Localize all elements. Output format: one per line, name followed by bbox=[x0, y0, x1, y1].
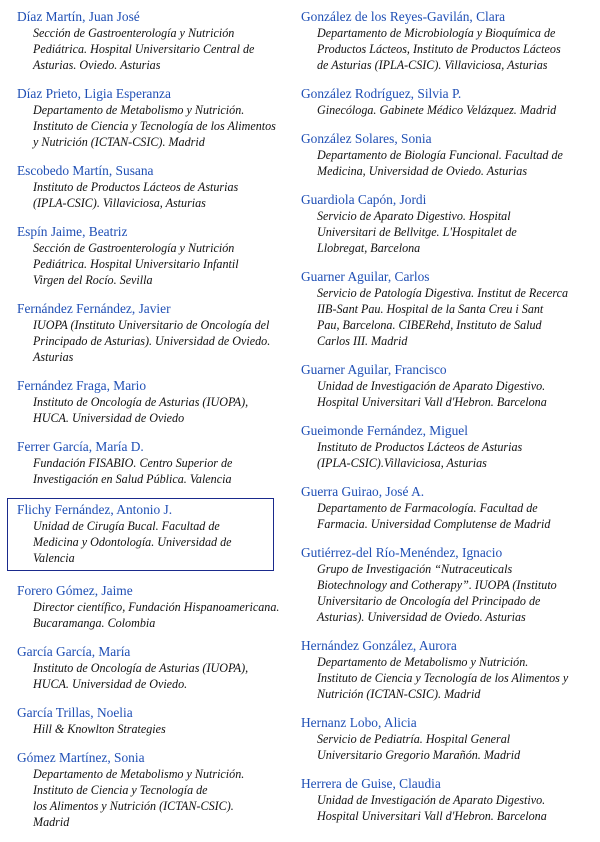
author-affiliation bbox=[17, 102, 287, 150]
author-name: Gutiérrez-del Río-Menéndez, Ignacio bbox=[301, 545, 503, 560]
affiliation-line: Hill & Knowlton Strategies bbox=[33, 722, 166, 736]
affiliation-line: Bucaramanga. Colombia bbox=[33, 616, 156, 630]
author-entry bbox=[17, 582, 287, 631]
affiliation-line: Productos Lácteos, Instituto de Productos Lácteos bbox=[317, 42, 561, 56]
affiliation-line: Nutrición (ICTAN-CSIC). Madrid bbox=[317, 687, 481, 701]
author-entry bbox=[17, 8, 287, 73]
affiliation-line: Universitario de Oncología del Principado de bbox=[317, 594, 541, 608]
author-entry bbox=[301, 85, 593, 118]
author-affiliation bbox=[301, 731, 593, 763]
author-entry bbox=[17, 300, 287, 365]
author-entry bbox=[301, 8, 593, 73]
affiliation-line: Unidad de Cirugía Bucal. Facultad de bbox=[33, 519, 220, 533]
affiliation-line: los Alimentos y Nutrición (ICTAN-CSIC). bbox=[33, 799, 234, 813]
author-entry bbox=[301, 268, 593, 349]
author-name: Forero Gómez, Jaime bbox=[17, 583, 133, 598]
affiliation-line: Servicio de Aparato Digestivo. Hospital bbox=[317, 209, 511, 223]
author-entry bbox=[17, 438, 287, 487]
author-name: García Trillas, Noelia bbox=[17, 705, 133, 720]
affiliation-line: Grupo de Investigación “Nutraceuticals bbox=[317, 562, 513, 576]
author-entry bbox=[301, 775, 593, 824]
author-name: Hernández González, Aurora bbox=[301, 638, 457, 653]
author-name: Fernández Fraga, Mario bbox=[17, 378, 147, 393]
affiliation-line: Servicio de Patología Digestiva. Institut de Recerca bbox=[317, 286, 569, 300]
author-affiliation bbox=[301, 378, 593, 410]
affiliation-line: (IPLA-CSIC).Villaviciosa, Asturias bbox=[317, 456, 487, 470]
author-affiliation bbox=[301, 147, 593, 179]
affiliation-line: y Nutrición (ICTAN-CSIC). Madrid bbox=[33, 135, 205, 149]
author-entry bbox=[301, 714, 593, 763]
affiliation-line: Carlos III. Madrid bbox=[317, 334, 408, 348]
author-name: González de los Reyes-Gavilán, Clara bbox=[301, 9, 506, 24]
affiliation-line: HUCA. Universidad de Oviedo. bbox=[33, 677, 188, 691]
author-entry bbox=[301, 637, 593, 702]
affiliation-line: Llobregat, Barcelona bbox=[317, 241, 421, 255]
affiliation-line: Pediátrica. Hospital Universitario Infantil bbox=[33, 257, 239, 271]
author-name: Guerra Guirao, José A. bbox=[301, 484, 425, 499]
author-entry bbox=[301, 361, 593, 410]
author-name: Ferrer García, María D. bbox=[17, 439, 144, 454]
author-entry bbox=[301, 483, 593, 532]
author-entry bbox=[301, 130, 593, 179]
author-affiliation bbox=[301, 208, 593, 256]
affiliation-line: Departamento de Metabolismo y Nutrición. bbox=[33, 767, 245, 781]
affiliation-line: Hospital Universitari Vall d'Hebron. Barcelona bbox=[317, 809, 547, 823]
highlighted-author-entry bbox=[8, 499, 273, 570]
author-affiliation bbox=[301, 654, 593, 702]
author-name: Guarner Aguilar, Francisco bbox=[301, 362, 447, 377]
affiliation-line: Sección de Gastroenterología y Nutrición bbox=[33, 26, 235, 40]
affiliation-line: Universitario Gregorio Marañón. Madrid bbox=[317, 748, 521, 762]
author-affiliation bbox=[17, 394, 287, 426]
affiliation-line: Director científico, Fundación Hispanoamericana. bbox=[33, 600, 280, 614]
author-entry bbox=[17, 377, 287, 426]
author-entry bbox=[301, 191, 593, 256]
author-entry bbox=[17, 85, 287, 150]
affiliation-line: Departamento de Farmacología. Facultad de bbox=[317, 501, 538, 515]
author-affiliation bbox=[17, 721, 287, 737]
affiliation-line: HUCA. Universidad de Oviedo bbox=[33, 411, 185, 425]
author-affiliation bbox=[301, 792, 593, 824]
author-affiliation bbox=[301, 25, 593, 73]
affiliation-line: Departamento de Metabolismo y Nutrición. bbox=[33, 103, 245, 117]
author-name: Gueimonde Fernández, Miguel bbox=[301, 423, 468, 438]
affiliation-line: Instituto de Productos Lácteos de Asturias bbox=[33, 180, 239, 194]
author-name: Espín Jaime, Beatriz bbox=[17, 224, 128, 239]
affiliation-line: Madrid bbox=[33, 815, 70, 829]
author-entry bbox=[301, 422, 593, 471]
affiliation-line: Departamento de Biología Funcional. Facultad de bbox=[317, 148, 563, 162]
author-affiliation bbox=[17, 660, 287, 692]
author-name: Herrera de Guise, Claudia bbox=[301, 776, 441, 791]
right-column bbox=[301, 8, 593, 836]
author-affiliation bbox=[17, 599, 287, 631]
left-column bbox=[17, 8, 287, 842]
author-entry bbox=[17, 162, 287, 211]
author-name: Gómez Martínez, Sonia bbox=[17, 750, 145, 765]
affiliation-line: Virgen del Rocío. Sevilla bbox=[33, 273, 153, 287]
author-entry bbox=[17, 704, 287, 737]
affiliation-line: Asturias bbox=[33, 350, 74, 364]
author-affiliation bbox=[301, 439, 593, 471]
author-name: Fernández Fernández, Javier bbox=[17, 301, 171, 316]
author-entry bbox=[17, 223, 287, 288]
affiliation-line: Instituto de Ciencia y Tecnología de los Alimentos bbox=[33, 119, 276, 133]
author-entry bbox=[17, 749, 287, 830]
author-name: Guarner Aguilar, Carlos bbox=[301, 269, 430, 284]
affiliation-line: Fundación FISABIO. Centro Superior de bbox=[33, 456, 233, 470]
affiliation-line: Pediátrica. Hospital Universitario Central de bbox=[33, 42, 255, 56]
author-affiliation bbox=[301, 500, 593, 532]
affiliation-line: Unidad de Investigación de Aparato Digestivo. bbox=[317, 793, 546, 807]
affiliation-line: Pau, Barcelona. CIBERehd, Instituto de Salud bbox=[317, 318, 542, 332]
affiliation-line: Instituto de Oncología de Asturias (IUOPA), bbox=[33, 661, 249, 675]
affiliation-line: Principado de Asturias). Universidad de Oviedo. bbox=[33, 334, 271, 348]
author-affiliation bbox=[17, 179, 287, 211]
author-affiliation bbox=[17, 240, 287, 288]
author-affiliation bbox=[301, 285, 593, 349]
author-affiliation bbox=[17, 25, 287, 73]
affiliation-line: Biotechnology and Cotherapy”. IUOPA (Instituto bbox=[317, 578, 557, 592]
affiliation-line: Medicina, Universidad de Oviedo. Asturias bbox=[317, 164, 528, 178]
affiliation-line: Departamento de Microbiología y Bioquímica de bbox=[317, 26, 556, 40]
author-name: Hernanz Lobo, Alicia bbox=[301, 715, 417, 730]
affiliation-line: Valencia bbox=[33, 551, 75, 565]
affiliation-line: Servicio de Pediatría. Hospital General bbox=[317, 732, 511, 746]
affiliation-line: (IPLA-CSIC). Villaviciosa, Asturias bbox=[33, 196, 206, 210]
author-affiliation bbox=[301, 561, 593, 625]
affiliation-line: Asturias. Oviedo. Asturias bbox=[33, 58, 161, 72]
affiliation-line: Instituto de Productos Lácteos de Asturias bbox=[317, 440, 523, 454]
author-name: González Rodríguez, Silvia P. bbox=[301, 86, 462, 101]
affiliation-line: Universitari de Bellvitge. L'Hospitalet de bbox=[317, 225, 517, 239]
affiliation-line: IUOPA (Instituto Universitario de Oncología del bbox=[33, 318, 270, 332]
author-name: González Solares, Sonia bbox=[301, 131, 432, 146]
affiliation-line: Medicina y Odontología. Universidad de bbox=[33, 535, 232, 549]
affiliation-line: Instituto de Oncología de Asturias (IUOPA), bbox=[33, 395, 249, 409]
author-name: García García, María bbox=[17, 644, 131, 659]
affiliation-line: Instituto de Ciencia y Tecnología de los Alimentos y bbox=[317, 671, 569, 685]
author-entry bbox=[17, 643, 287, 692]
author-entry bbox=[301, 544, 593, 625]
affiliation-line: Asturias). Universidad de Oviedo. Asturias bbox=[317, 610, 526, 624]
affiliation-line: Investigación en Salud Pública. Valencia bbox=[33, 472, 232, 486]
author-affiliation bbox=[17, 455, 287, 487]
affiliation-line: IIB-Sant Pau. Hospital de la Santa Creu i Sant bbox=[317, 302, 544, 316]
author-name: Díaz Prieto, Ligia Esperanza bbox=[17, 86, 171, 101]
affiliation-line: Instituto de Ciencia y Tecnología de bbox=[33, 783, 208, 797]
author-affiliation bbox=[17, 766, 287, 830]
author-affiliation bbox=[17, 518, 265, 566]
author-name: Díaz Martín, Juan José bbox=[17, 9, 140, 24]
affiliation-line: de Asturias (IPLA-CSIC). Villaviciosa, Asturias bbox=[317, 58, 548, 72]
affiliation-line: Hospital Universitari Vall d'Hebron. Barcelona bbox=[317, 395, 547, 409]
author-name: Escobedo Martín, Susana bbox=[17, 163, 154, 178]
author-name: Guardiola Capón, Jordi bbox=[301, 192, 427, 207]
affiliation-line: Departamento de Metabolismo y Nutrición. bbox=[317, 655, 529, 669]
affiliation-line: Unidad de Investigación de Aparato Digestivo. bbox=[317, 379, 546, 393]
author-affiliation bbox=[301, 102, 593, 118]
author-affiliation bbox=[17, 317, 287, 365]
author-name: Flichy Fernández, Antonio J. bbox=[17, 502, 173, 517]
affiliation-line: Ginecóloga. Gabinete Médico Velázquez. Madrid bbox=[317, 103, 557, 117]
affiliation-line: Sección de Gastroenterología y Nutrición bbox=[33, 241, 235, 255]
affiliation-line: Farmacia. Universidad Complutense de Madrid bbox=[317, 517, 551, 531]
